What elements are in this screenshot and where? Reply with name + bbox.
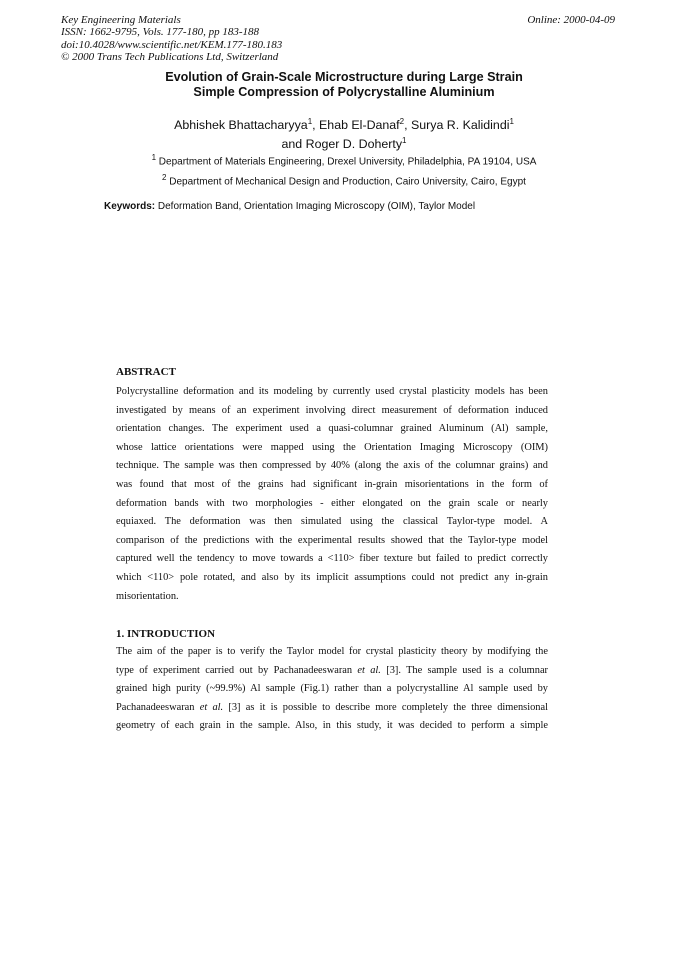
et-al: et al. (199, 701, 224, 713)
affiliation-2 (60, 170, 628, 190)
text-line: geometry of each grain in the sample. Also, in this study, it was decided to perform a simple (116, 720, 548, 732)
affiliation-text: Department of Mechanical Design and Production, Cairo University, Cairo, Egypt (166, 176, 526, 188)
paper-title (60, 70, 628, 100)
title-line-2: Simple Compression of Polycrystalline Aluminium (193, 85, 495, 99)
text-line (116, 699, 548, 718)
abstract-line: misorientation. (116, 590, 179, 602)
online-date: Online: 2000-04-09 (527, 14, 615, 26)
author-list (60, 114, 628, 152)
abstract-line: Polycrystalline deformation and its modeling by currently used crystal plasticity models has been (116, 386, 548, 397)
abstract-line: deformation bands with two morphologies - either elongated on the grain scale or nearly (116, 497, 548, 509)
title-line-1: Evolution of Grain-Scale Microstructure during Large Strain (165, 70, 523, 84)
affiliation-mark: 2 (162, 172, 167, 182)
keywords-label: Keywords: (104, 201, 156, 212)
abstract-line: orientation changes. The experiment used a quasi-columnar grained Aluminum (Al) sample, (116, 423, 548, 435)
author-affiliation-mark: 1 (307, 117, 313, 126)
copyright-line: © 2000 Trans Tech Publications Ltd, Switzerland (61, 51, 279, 64)
text-line (116, 662, 548, 681)
abstract-line: equiaxed. The deformation was then simulated using the classical Taylor-type model. A (116, 516, 548, 528)
author-name: and Roger D. Doherty (281, 137, 403, 152)
author-name: Abhishek Bhattacharyya (174, 118, 308, 133)
abstract-line: comparison of the predictions with the experimental results showed that the Taylor-type model (116, 534, 548, 546)
text-run: type of experiment carried out by Pachanadeeswaran (116, 664, 358, 676)
affiliation-list (60, 150, 628, 190)
journal-name: Key Engineering Materials (61, 14, 181, 26)
abstract-line: whose lattice orientations were mapped using the Orientation Imaging Microscopy (OIM) (116, 441, 548, 453)
keywords (104, 201, 475, 212)
introduction-body (116, 643, 548, 736)
introduction-heading: 1. INTRODUCTION (116, 628, 216, 640)
text-run: [3] as it is possible to describe more completely the three dimensional (223, 701, 548, 713)
author-affiliation-mark: 2 (399, 117, 405, 126)
abstract-body (116, 383, 548, 606)
author-line-1 (60, 114, 628, 133)
affiliation-1 (60, 150, 628, 170)
journal-header (61, 14, 282, 64)
keywords-text: Deformation Band, Orientation Imaging Microscopy (OIM), Taylor Model (155, 201, 476, 212)
abstract-heading: ABSTRACT (116, 366, 176, 378)
doi-line: doi:10.4028/www.scientific.net/KEM.177-180.183 (61, 38, 283, 51)
abstract-line: investigated by means of an experiment involving direct measurement of deformation induced (116, 404, 548, 416)
text-run: Pachanadeeswaran (116, 701, 200, 713)
abstract-line: technique. The sample was then compressed by 40% (along the axis of the columnar grains) and (116, 460, 548, 472)
author-name: , Ehab El-Danaf (312, 118, 400, 133)
abstract-line: captured well the tendency to move towards a <110> fiber texture but failed to predict correctly (116, 553, 548, 565)
author-affiliation-mark: 1 (402, 136, 407, 146)
affiliation-mark: 1 (151, 153, 157, 162)
author-affiliation-mark: 1 (509, 117, 514, 126)
abstract-line: which <110> pole rotated, and also by its implicit assumptions could not predict any in-grain (116, 571, 548, 583)
abstract-line: was found that most of the grains had significant in-grain misorientations in the form of (116, 478, 548, 490)
author-name: , Surya R. Kalidindi (404, 118, 510, 133)
et-al: et al. (357, 664, 381, 676)
issn-line: ISSN: 1662-9795, Vols. 177-180, pp 183-188 (61, 26, 259, 39)
text-run: [3]. The sample used is a columnar (380, 664, 549, 676)
text-line: The aim of the paper is to verify the Taylor model for crystal plasticity theory by modifying the (116, 646, 548, 657)
affiliation-text: Department of Materials Engineering, Drexel University, Philadelphia, PA 19104, USA (156, 156, 537, 168)
text-line: grained high purity (~99.9%) Al sample (Fig.1) rather than a polycrystalline Al sample used by (116, 683, 548, 695)
